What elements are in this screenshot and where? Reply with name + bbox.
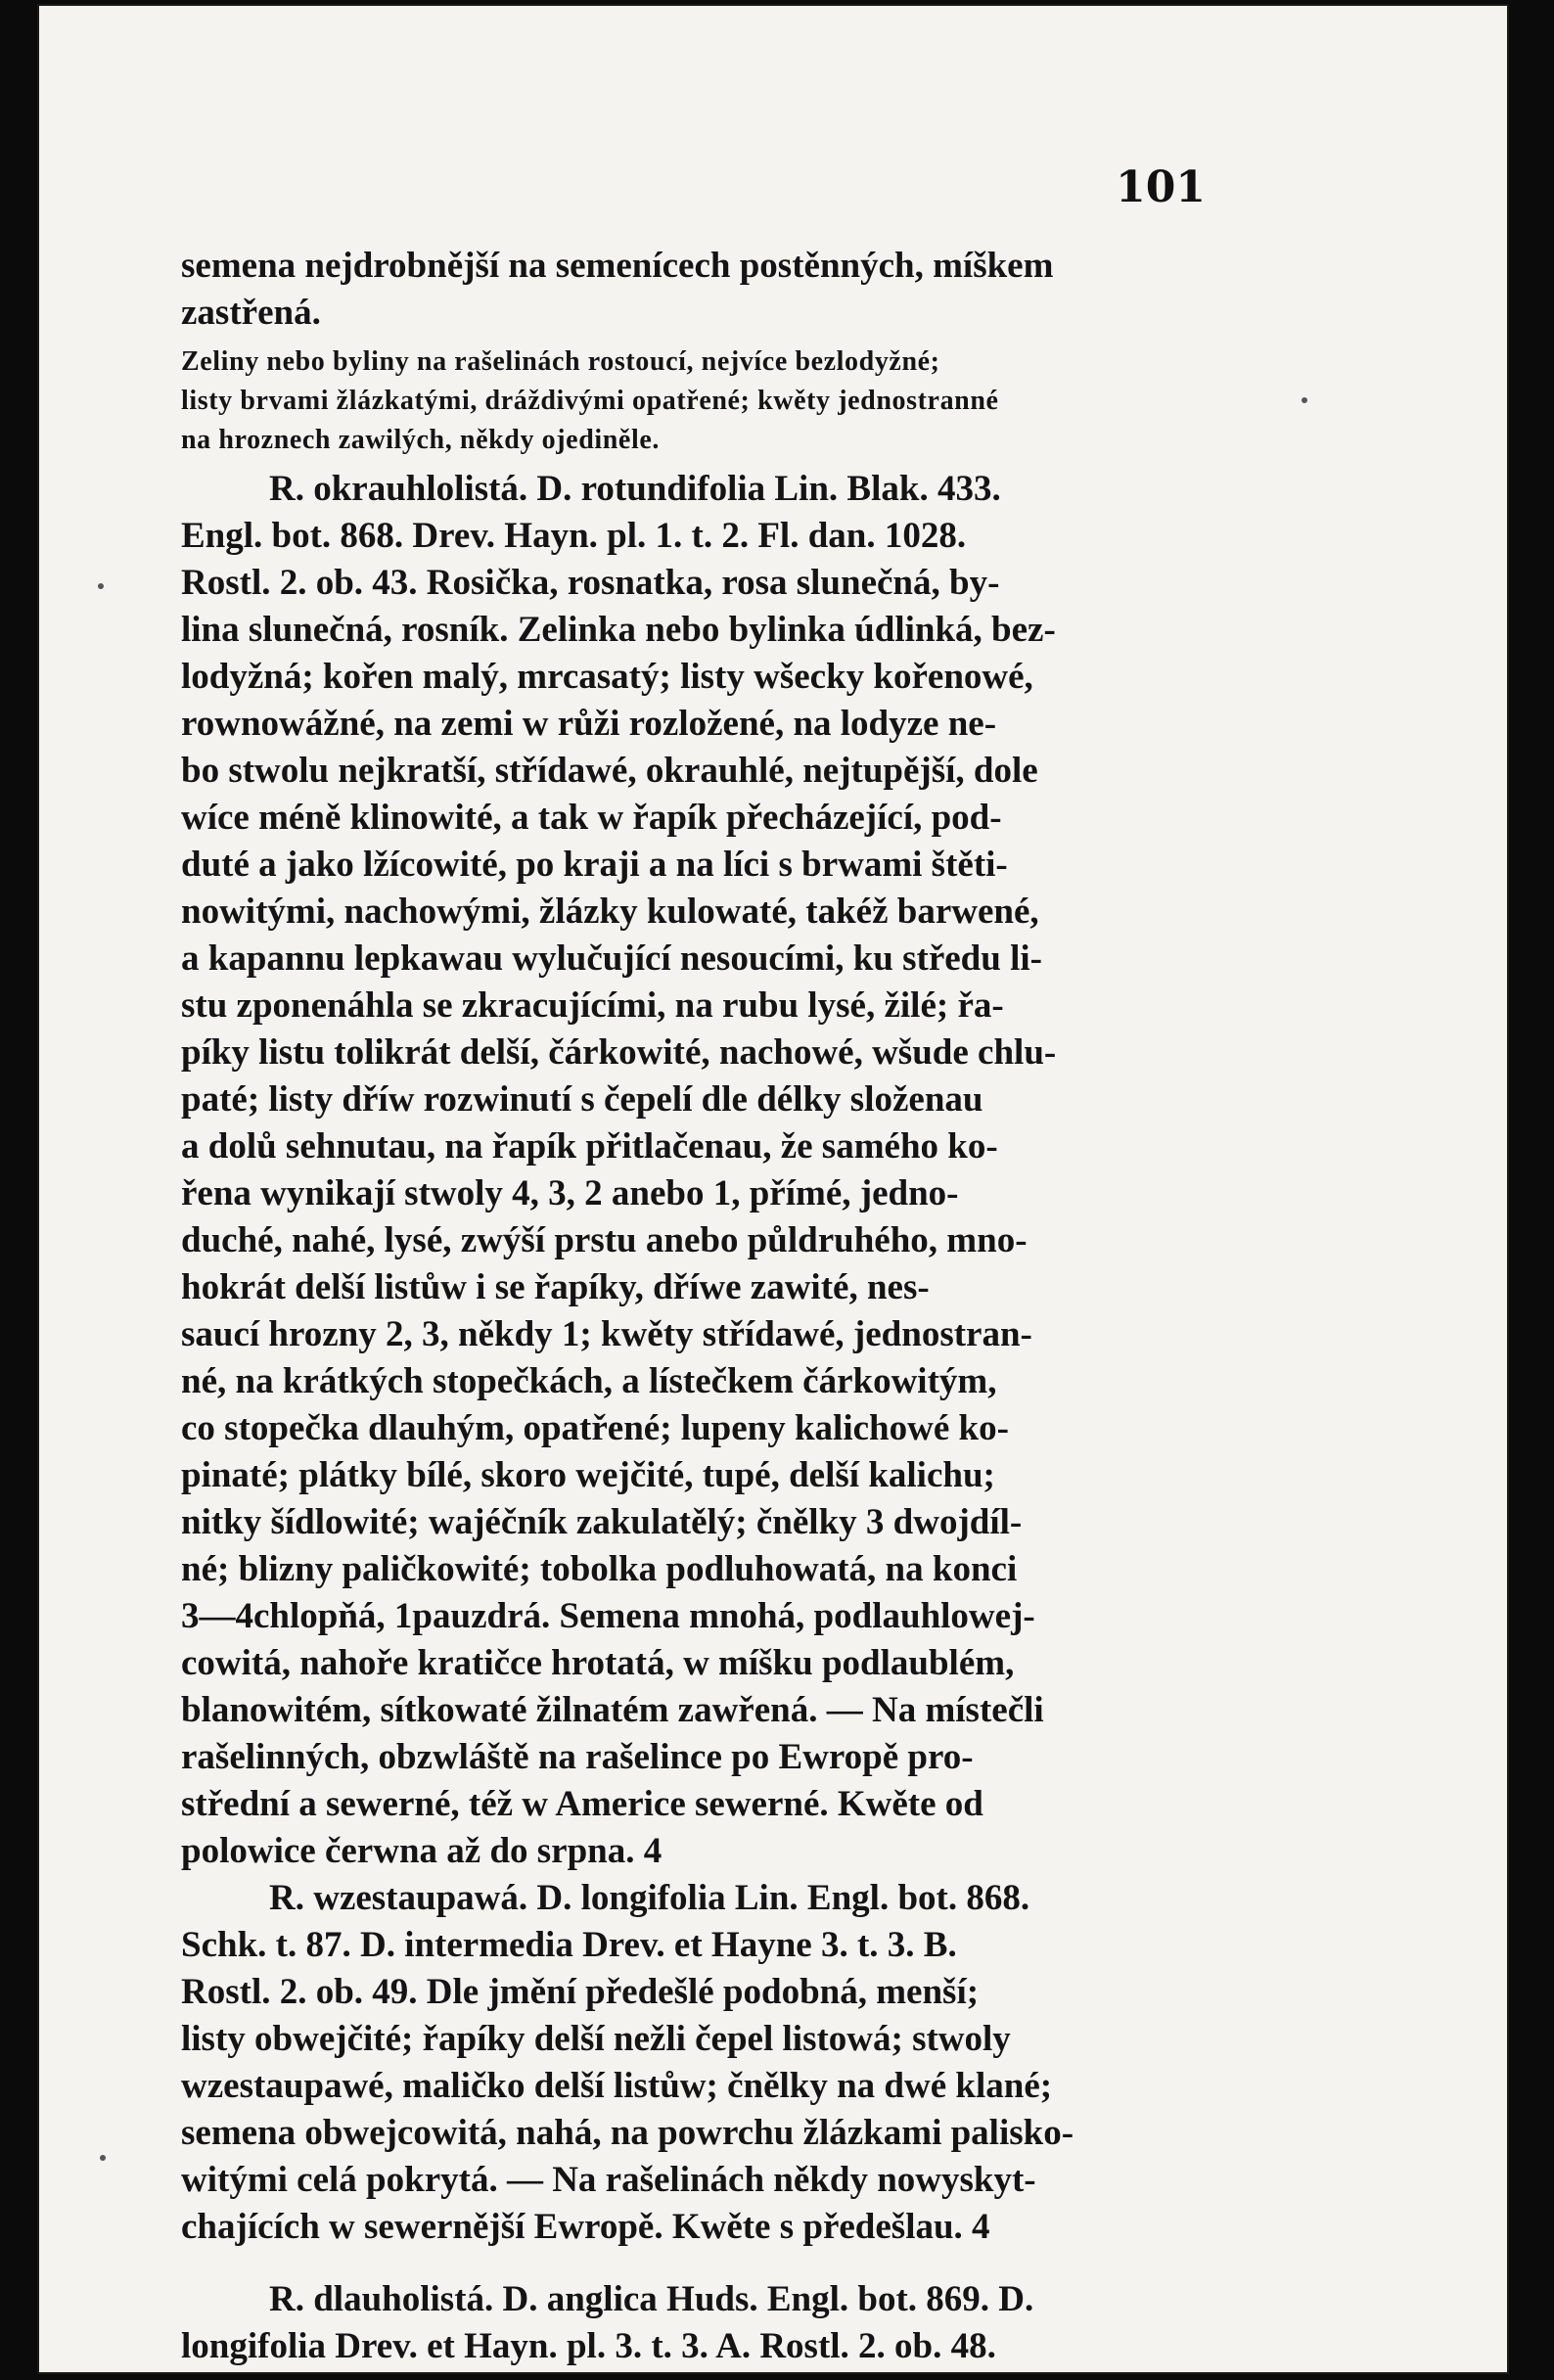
- text-line: lodyžná; kořen malý, mrcasatý; listy wšecky kořenowé,: [181, 657, 1033, 697]
- text-line: wíce méně klinowité, a tak w řapík přecházející, pod-: [181, 798, 1002, 838]
- text-line: semena nejdrobnější na semenícech postěnných, míškem: [181, 246, 1054, 286]
- text-line: 3—4chlopňá, 1pauzdrá. Semena mnohá, podlauhlowej-: [181, 1596, 1035, 1636]
- text-line: nitky šídlowité; wajéčník zakulatělý; čnělky 3 dwojdíl-: [181, 1502, 1023, 1542]
- species-heading-line: R. dlauholistá. D. anglica Huds. Engl. bot. 869. D.: [269, 2279, 1034, 2319]
- text-line: wzestaupawé, maličko delší listůw; čnělky na dwé klané;: [181, 2066, 1053, 2106]
- text-line: píky listu tolikrát delší, čárkowité, nachowé, wšude chlu-: [181, 1032, 1057, 1073]
- page-text: [181, 243, 1248, 2370]
- species-heading-line: R. okrauhlolistá. D. rotundifolia Lin. Blak. 433.: [269, 469, 1001, 509]
- text-line: blanowitém, sítkowaté žilnatém zawřená. — Na místečli: [181, 1690, 1044, 1730]
- text-line: rownowážné, na zemi w růži rozložené, na lodyze ne-: [181, 704, 997, 744]
- text-line: a dolů sehnutau, na řapík přitlačenau, že samého ko-: [181, 1126, 998, 1167]
- genus-description-line: listy brvami žlázkatými, dráždivými opatřené; kwěty jednostranné: [181, 386, 999, 416]
- text-line: Schk. t. 87. D. intermedia Drev. et Hayne 3. t. 3. B.: [181, 1925, 957, 1965]
- text-line: polowice čerwna až do srpna. 4: [181, 1831, 663, 1871]
- genus-description-line: Zeliny nebo byliny na rašelinách rostoucí, nejvíce bezlodyžné;: [181, 346, 940, 377]
- text-line: semena obwejcowitá, nahá, na powrchu žlázkami palisko-: [181, 2113, 1074, 2153]
- text-line: a kapannu lepkawau wylučující nesoucími, ku středu li-: [181, 938, 1042, 979]
- page-number: 101: [1116, 162, 1206, 212]
- text-line: Rostl. 2. ob. 49. Dle jmění předešlé podobná, menší;: [181, 1972, 980, 2012]
- scan-speck: [98, 583, 104, 589]
- text-line: longifolia Drev. et Hayn. pl. 3. t. 3. A. Rostl. 2. ob. 48.: [181, 2326, 996, 2366]
- text-line: chajících w sewernější Ewropě. Kwěte s předešlau. 4: [181, 2207, 990, 2247]
- book-page: [39, 6, 1507, 2372]
- text-line: Engl. bot. 868. Drev. Hayn. pl. 1. t. 2. Fl. dan. 1028.: [181, 516, 967, 556]
- text-line: saucí hrozny 2, 3, někdy 1; kwěty střídawé, jednostran-: [181, 1314, 1032, 1354]
- text-line: stu zponenáhla se zkracujícími, na rubu lysé, žilé; řa-: [181, 985, 1004, 1026]
- text-line: Rostl. 2. ob. 43. Rosička, rosnatka, rosa slunečná, by-: [181, 563, 1000, 603]
- text-line: witými celá pokrytá. — Na rašelinách někdy nowyskyt-: [181, 2160, 1036, 2200]
- text-line: bo stwolu nejkratší, střídawé, okrauhlé, nejtupější, dole: [181, 751, 1038, 791]
- text-line: né, na krátkých stopečkách, a lístečkem čárkowitým,: [181, 1361, 997, 1401]
- text-line: listy obwejčité; řapíky delší nežli čepel listowá; stwoly: [181, 2019, 1011, 2059]
- genus-description-line: na hroznech zawilých, někdy ojediněle.: [181, 425, 660, 455]
- text-line: střední a sewerné, též w Americe sewerné. Kwěte od: [181, 1784, 983, 1824]
- text-line: duché, nahé, lysé, zwýší prstu anebo půldruhého, mno-: [181, 1220, 1028, 1260]
- text-line: nowitými, nachowými, žlázky kulowaté, takéž barwené,: [181, 892, 1039, 932]
- text-line: cowitá, nahoře kratičce hrotatá, w míšku podlaublém,: [181, 1643, 1015, 1683]
- species-heading-line: R. wzestaupawá. D. longifolia Lin. Engl. bot. 868.: [269, 1878, 1030, 1918]
- text-line: zastřená.: [181, 293, 321, 333]
- text-line: řena wynikají stwoly 4, 3, 2 anebo 1, přímé, jedno-: [181, 1173, 959, 1213]
- scan-speck: [100, 2155, 106, 2161]
- text-line: lina slunečná, rosník. Zelinka nebo bylinka údlinká, bez-: [181, 610, 1056, 650]
- text-line: co stopečka dlauhým, opatřené; lupeny kalichowé ko-: [181, 1408, 1009, 1448]
- text-line: rašelinných, obzwláště na rašelince po Ewropě pro-: [181, 1737, 974, 1777]
- scan-speck: [1302, 397, 1307, 403]
- text-line: paté; listy dříw rozwinutí s čepelí dle délky složenau: [181, 1079, 983, 1120]
- text-line: né; blizny paličkowité; tobolka podluhowatá, na konci: [181, 1549, 1018, 1589]
- text-line: hokrát delší listůw i se řapíky, dříwe zawité, nes-: [181, 1267, 930, 1307]
- text-line: duté a jako lžícowité, po kraji a na líci s brwami štěti-: [181, 845, 1008, 885]
- text-line: pinaté; plátky bílé, skoro wejčité, tupé, delší kalichu;: [181, 1455, 995, 1495]
